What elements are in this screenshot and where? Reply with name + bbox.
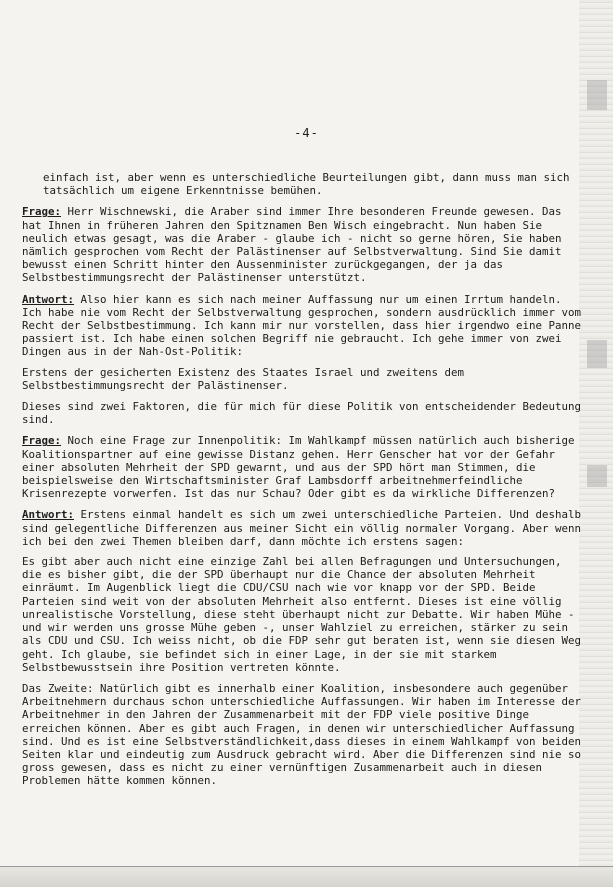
question-text: Noch eine Frage zur Innenpolitik: Im Wahlkampf müssen natürlich auch bisherige Koalitionspartner auf eine gewisse Distanz gehen. Herr Genscher hat vor der Gefahr einer absoluten Mehrheit der SPD gewarnt, und aus der SPD hört man Stimmen, die beispielsweise den Wirtschaftsminister Graf Lambsdorff arbeitnehmerfeindliche Krisenrezepte vorwerfen. Ist das nur Schau? Oder gibt es da wirkliche Differenzen?: [22, 434, 575, 501]
answer-block: [22, 508, 585, 787]
question-text: Herr Wischnewski, die Araber sind immer Ihre besonderen Freunde gewesen. Das hat Ihnen in früheren Jahren den Spitznamen Ben Wisch eingebracht. Nun haben Sie neulich etwas gesagt, was die Araber - glaube ich - nicht so gerne hören, Sie haben nämlich gesprochen vom Recht der Palästinenser auf Selbstverwaltung. Sind Sie damit bewusst einen Schritt hinter den Aussenminister zurückgegangen, der ja das Selbstbestimmungsrecht der Palästinenser unterstützt.: [22, 205, 562, 285]
continuation-paragraph: einfach ist, aber wenn es unterschiedliche Beurteilungen gibt, dann muss man sich tatsächlich um eigene Erkenntnisse bemühen.: [43, 171, 570, 198]
answer-label: Antwort:: [22, 292, 75, 306]
scan-mark: [587, 465, 607, 487]
scan-bottom-edge: [0, 866, 613, 887]
document-body: [22, 171, 585, 796]
question-paragraph: [22, 434, 585, 500]
question-label: Frage:: [22, 205, 62, 219]
question-block: [22, 434, 585, 500]
answer-block: [22, 293, 585, 427]
answer-text: Erstens einmal handelt es sich um zwei unterschiedliche Parteien. Und deshalb sind gelegentliche Differenzen aus meiner Sicht ein völlig normaler Vorgang. Aber wenn ich bei den zwei Themen bleiben darf, dann möchte ich erstens sagen:: [22, 508, 582, 548]
question-label: Frage:: [22, 434, 62, 448]
answer-subparagraph: Es gibt aber auch nicht eine einzige Zahl bei allen Befragungen und Untersuchungen, die es bisher gibt, die der SPD überhaupt nur die Chance der absoluten Mehrheit einräumt. Im Augenblick liegt die CDU/CSU nach wie vor knapp vor der SPD. Beide Parteien sind weit von der absoluten Mehrheit also entfernt. Dieses ist eine völlig unrealistische Vorstellung, diese steht überhaupt nicht zur Debatte. Wir haben Mühe - und wir werden uns grosse Mühe geben -, unser Wahlziel zu erreichen, stärker zu sein als CDU und CSU. Ich weiss nicht, ob die FDP sehr gut beraten ist, wenn sie diesen Weg geht. Ich glaube, sie befindet sich in einer Lage, in der sie mit starkem Selbstbewusstsein ihre Position vertreten könnte.: [22, 555, 582, 674]
answer-text: Also hier kann es sich nach meiner Auffassung nur um einen Irrtum handeln. Ich habe nie vom Recht der Selbstverwaltung gesprochen, sondern ausdrücklich immer vom Recht der Selbstbestimmung. Ich kann mir nur vorstellen, dass hier irgendwo eine Panne passiert ist. Ich habe einen solchen Begriff nie gebraucht. Ich gehe immer von zwei Dingen aus in der Nah-Ost-Politik:: [22, 292, 582, 359]
answer-subparagraph: Das Zweite: Natürlich gibt es innerhalb einer Koalition, insbesondere auch gegenüber Arbeitnehmern durchaus schon unterschiedliche Auffassungen. Wir haben im Interesse der Arbeitnehmer in den Jahren der Zusammenarbeit mit der FDP viele positive Dinge erreichen können. Aber es gibt auch Fragen, in denen wir unterschiedlicher Auffassung sind. Und es ist eine Selbstverständlichkeit,dass dieses in einem Wahlkampf von beiden Seiten klar und eindeutig zum Ausdruck gebracht wird. Aber die Differenzen sind nie so gross gewesen, dass es nicht zu einer vernünftigen Zusammenarbeit auch in diesen Problemen hätte kommen können.: [22, 681, 582, 788]
scan-mark: [587, 80, 607, 110]
answer-paragraph: [22, 293, 585, 359]
page-number: -4-: [294, 126, 319, 140]
question-paragraph: [22, 205, 585, 284]
question-block: [22, 205, 585, 284]
answer-subparagraph: Erstens der gesicherten Existenz des Staates Israel und zweitens dem Selbstbestimmungsrecht der Palästinenser.: [22, 365, 465, 392]
scan-mark: [587, 340, 607, 368]
answer-paragraph: [22, 508, 585, 548]
answer-subparagraph: Dieses sind zwei Faktoren, die für mich für diese Politik von entscheidender Bedeutung sind.: [22, 400, 582, 427]
answer-label: Antwort:: [22, 508, 75, 522]
